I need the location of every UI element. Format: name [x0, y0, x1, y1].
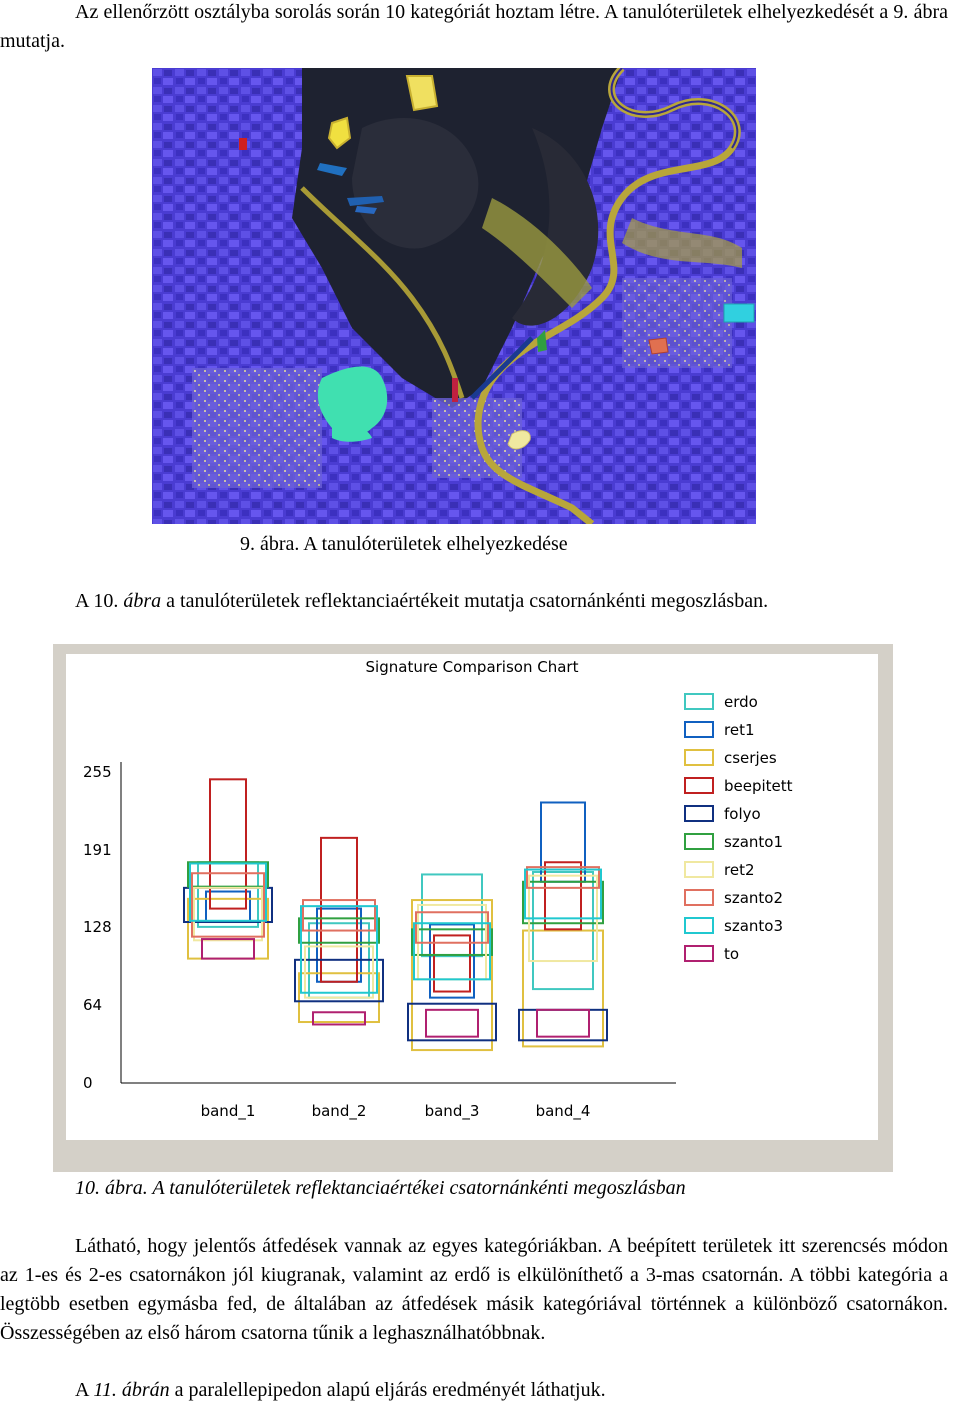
range-box-szanto2 — [303, 900, 375, 930]
range-box-beepitett — [210, 779, 246, 908]
y-tick-label: 64 — [83, 995, 103, 1014]
legend-swatch-szanto3 — [685, 918, 713, 933]
legend-swatch-szanto1 — [685, 834, 713, 849]
legend-swatch-folyo — [685, 806, 713, 821]
legend-label-beepitett: beepitett — [724, 777, 793, 795]
range-box-to — [537, 1010, 589, 1037]
x-tick-label: band_3 — [424, 1102, 480, 1120]
figure9-caption: 9. ábra. A tanulóterületek elhelyezkedése — [240, 533, 568, 555]
body-paragraph-2: A 11. ábrán a paralellepipedon alapú eljárás eredményét láthatjuk. — [75, 1379, 606, 1401]
body-paragraph-1: Látható, hogy jelentős átfedések vannak az egyes kategóriákban. A beépített területek itt szerencsés módon az 1-es és 2-es csatornákon jól kiugranak, valamint az erdő is elkülöníthető a 3-mas csatornán. A többi kategória a legtöbb esetben egymásba fed, de általában az átfedések másik kategóriával történnek a különböző csatornákon. Összességében az első három csatorna tűnik a leghasználhatóbbnak. — [0, 1235, 948, 1344]
legend-label-cserjes: cserjes — [724, 749, 777, 767]
legend-label-to: to — [724, 945, 740, 963]
range-box-szanto3 — [525, 870, 601, 919]
legend-label-szanto1: szanto1 — [724, 833, 783, 851]
legend-swatch-ret1 — [685, 722, 713, 737]
legend-label-erdo: erdo — [724, 693, 758, 711]
chart-panel — [66, 654, 878, 1140]
range-box-ret2 — [305, 946, 373, 997]
y-tick-label: 0 — [83, 1074, 93, 1092]
legend-swatch-ret2 — [685, 862, 713, 877]
legend-swatch-szanto2 — [685, 890, 713, 905]
satellite-image — [152, 68, 756, 524]
y-tick-label: 191 — [83, 841, 112, 860]
intro-paragraph: Az ellenőrzött osztályba sorolás során 10 kategóriát hoztam létre. A tanulóterületek elhelyezkedését a 9. ábra mutatja. — [0, 1, 948, 52]
legend-swatch-erdo — [685, 694, 713, 709]
range-box-to — [202, 939, 254, 959]
signature-chart — [66, 654, 878, 1140]
range-box-szanto3 — [414, 923, 490, 979]
chart-title: Signature Comparison Chart — [365, 658, 579, 676]
range-box-ret1 — [317, 909, 361, 982]
legend-swatch-beepitett — [685, 778, 713, 793]
legend-label-folyo: folyo — [724, 805, 761, 823]
figure10-caption: 10. ábra. A tanulóterületek reflektanciaértékei csatornánkénti megoszlásban — [75, 1177, 686, 1199]
range-box-szanto1 — [188, 862, 268, 886]
x-tick-label: band_1 — [200, 1102, 256, 1120]
y-tick-label: 128 — [83, 917, 112, 936]
legend-swatch-to — [685, 946, 713, 961]
chart-frame — [53, 644, 893, 1172]
legend-label-szanto2: szanto2 — [724, 889, 783, 907]
range-box-ret2 — [194, 888, 262, 940]
range-box-beepitett — [434, 935, 470, 991]
x-tick-label: band_4 — [535, 1102, 591, 1120]
figure10-reference: A 10. ábra a tanulóterületek reflektanciaértékeit mutatja csatornánkénti megoszlásban. — [75, 590, 769, 612]
legend-label-ret1: ret1 — [724, 721, 755, 739]
y-tick-label: 255 — [83, 763, 112, 781]
legend-label-ret2: ret2 — [724, 861, 755, 879]
range-box-szanto2 — [416, 912, 488, 942]
x-tick-label: band_2 — [311, 1102, 367, 1120]
legend-swatch-cserjes — [685, 750, 713, 765]
legend-label-szanto3: szanto3 — [724, 917, 783, 935]
range-box-to — [426, 1010, 478, 1037]
range-box-ret1 — [206, 892, 250, 922]
